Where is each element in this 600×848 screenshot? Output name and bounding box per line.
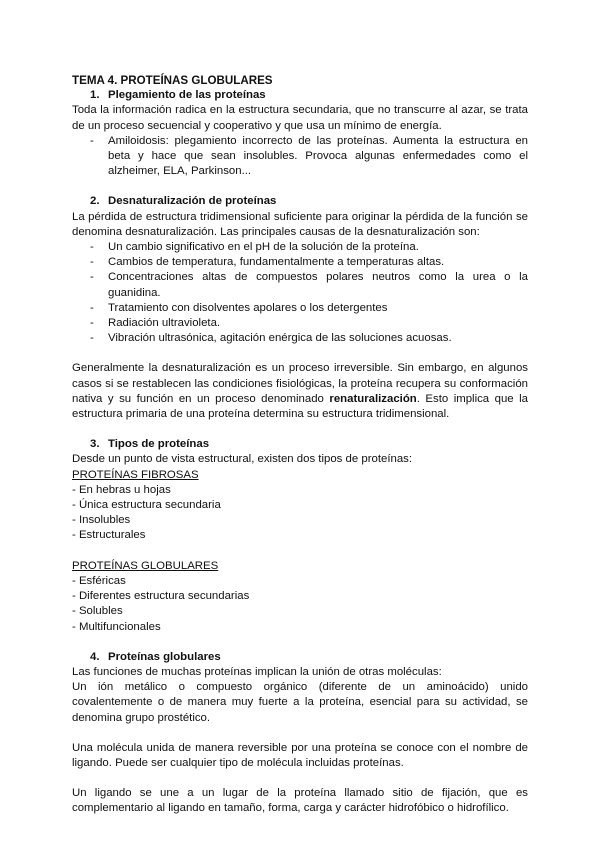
list-item: - Esféricas (72, 574, 126, 587)
list-item: - Cambios de temperatura, fundamentalmente a temperaturas altas. (72, 255, 528, 270)
list-item: - Un cambio significativo en el pH de la solución de la proteína. (72, 240, 528, 255)
list-item: - Tratamiento con disolventes apolares o los detergentes (72, 301, 528, 316)
globular-list (72, 574, 528, 635)
section-title: Proteínas globulares (108, 650, 221, 663)
subheading-fibrous: PROTEÍNAS FIBROSAS (72, 468, 199, 481)
bullet-list (72, 240, 528, 346)
list-item: - Diferentes estructura secundarias (72, 590, 250, 603)
paragraph: Un ligando se une a un lugar de la proteína llamado sitio de fijación, que es complementario al ligando en tamaño, forma, carga y carácter hidrofóbico o hidrofílico. (72, 787, 528, 815)
bullet-list (72, 134, 528, 180)
section-title: Desnaturalización de proteínas (108, 195, 277, 208)
list-item: - Solubles (72, 605, 123, 618)
list-item: - Vibración ultrasónica, agitación enérgica de las soluciones acuosas. (72, 331, 528, 346)
list-item: - Única estructura secundaria (72, 499, 221, 512)
paragraph: La pérdida de estructura tridimensional suficiente para originar la pérdida de la función se denomina desnaturalización. Las principales causas de la desnaturalización son: (72, 210, 528, 238)
paragraph: Las funciones de muchas proteínas implican la unión de otras moléculas: (72, 665, 442, 678)
document-page (72, 73, 528, 817)
paragraph: Toda la información radica en la estructura secundaria, que no transcurre al azar, se trata de un proceso secuencial y cooperativo y que usa un mínimo de energía. (72, 104, 528, 132)
list-item: - Estructurales (72, 529, 146, 542)
section-title: Plegamiento de las proteínas (108, 89, 266, 102)
paragraph: Un ión metálico o compuesto orgánico (diferente de un aminoácido) unido covalentemente o de manera muy fuerte a la proteína, esencial para su actividad, se denomina grupo prostético. (72, 681, 528, 724)
list-item: - En hebras u hojas (72, 483, 171, 496)
section-heading-4 (72, 650, 528, 665)
list-item: - Amiloidosis: plegamiento incorrecto de las proteínas. Aumenta la estructura en beta y hace que sean insolubles. Provoca algunas enfermedades como el alzheimer, ELA, Parkinson... (72, 134, 528, 180)
section-number: 1. (90, 89, 100, 102)
bold-term: renaturalización (329, 392, 417, 405)
subheading-globular: PROTEÍNAS GLOBULARES (72, 559, 219, 572)
section-number: 2. (90, 195, 100, 208)
document-title: TEMA 4. PROTEÍNAS GLOBULARES (72, 74, 273, 87)
fibrous-list (72, 483, 528, 544)
section-heading-1 (72, 88, 528, 103)
paragraph: Desde un punto de vista estructural, existen dos tipos de proteínas: (72, 453, 413, 466)
section-title: Tipos de proteínas (108, 438, 210, 451)
section-heading-3 (72, 437, 528, 452)
list-item: - Insolubles (72, 514, 131, 527)
section-number: 3. (90, 438, 100, 451)
paragraph: Generalmente la desnaturalización es un proceso irreversible. Sin embargo, en algunos casos si se restablecen las condiciones fisiológicas, la proteína recupera su conformación nativa y su función en un proceso denominado renaturalización. Esto implica que la estructura primaria de una proteína determina su estructura tridimensional. (72, 362, 529, 421)
section-heading-2 (72, 194, 528, 209)
list-item: - Radiación ultravioleta. (72, 316, 528, 331)
list-item: - Concentraciones altas de compuestos polares neutros como la urea o la guanidina. (72, 270, 528, 300)
list-item: - Multifuncionales (72, 620, 161, 633)
paragraph: Una molécula unida de manera reversible por una proteína se conoce con el nombre de ligando. Puede ser cualquier tipo de molécula incluidas proteínas. (72, 741, 528, 769)
section-number: 4. (90, 650, 100, 663)
